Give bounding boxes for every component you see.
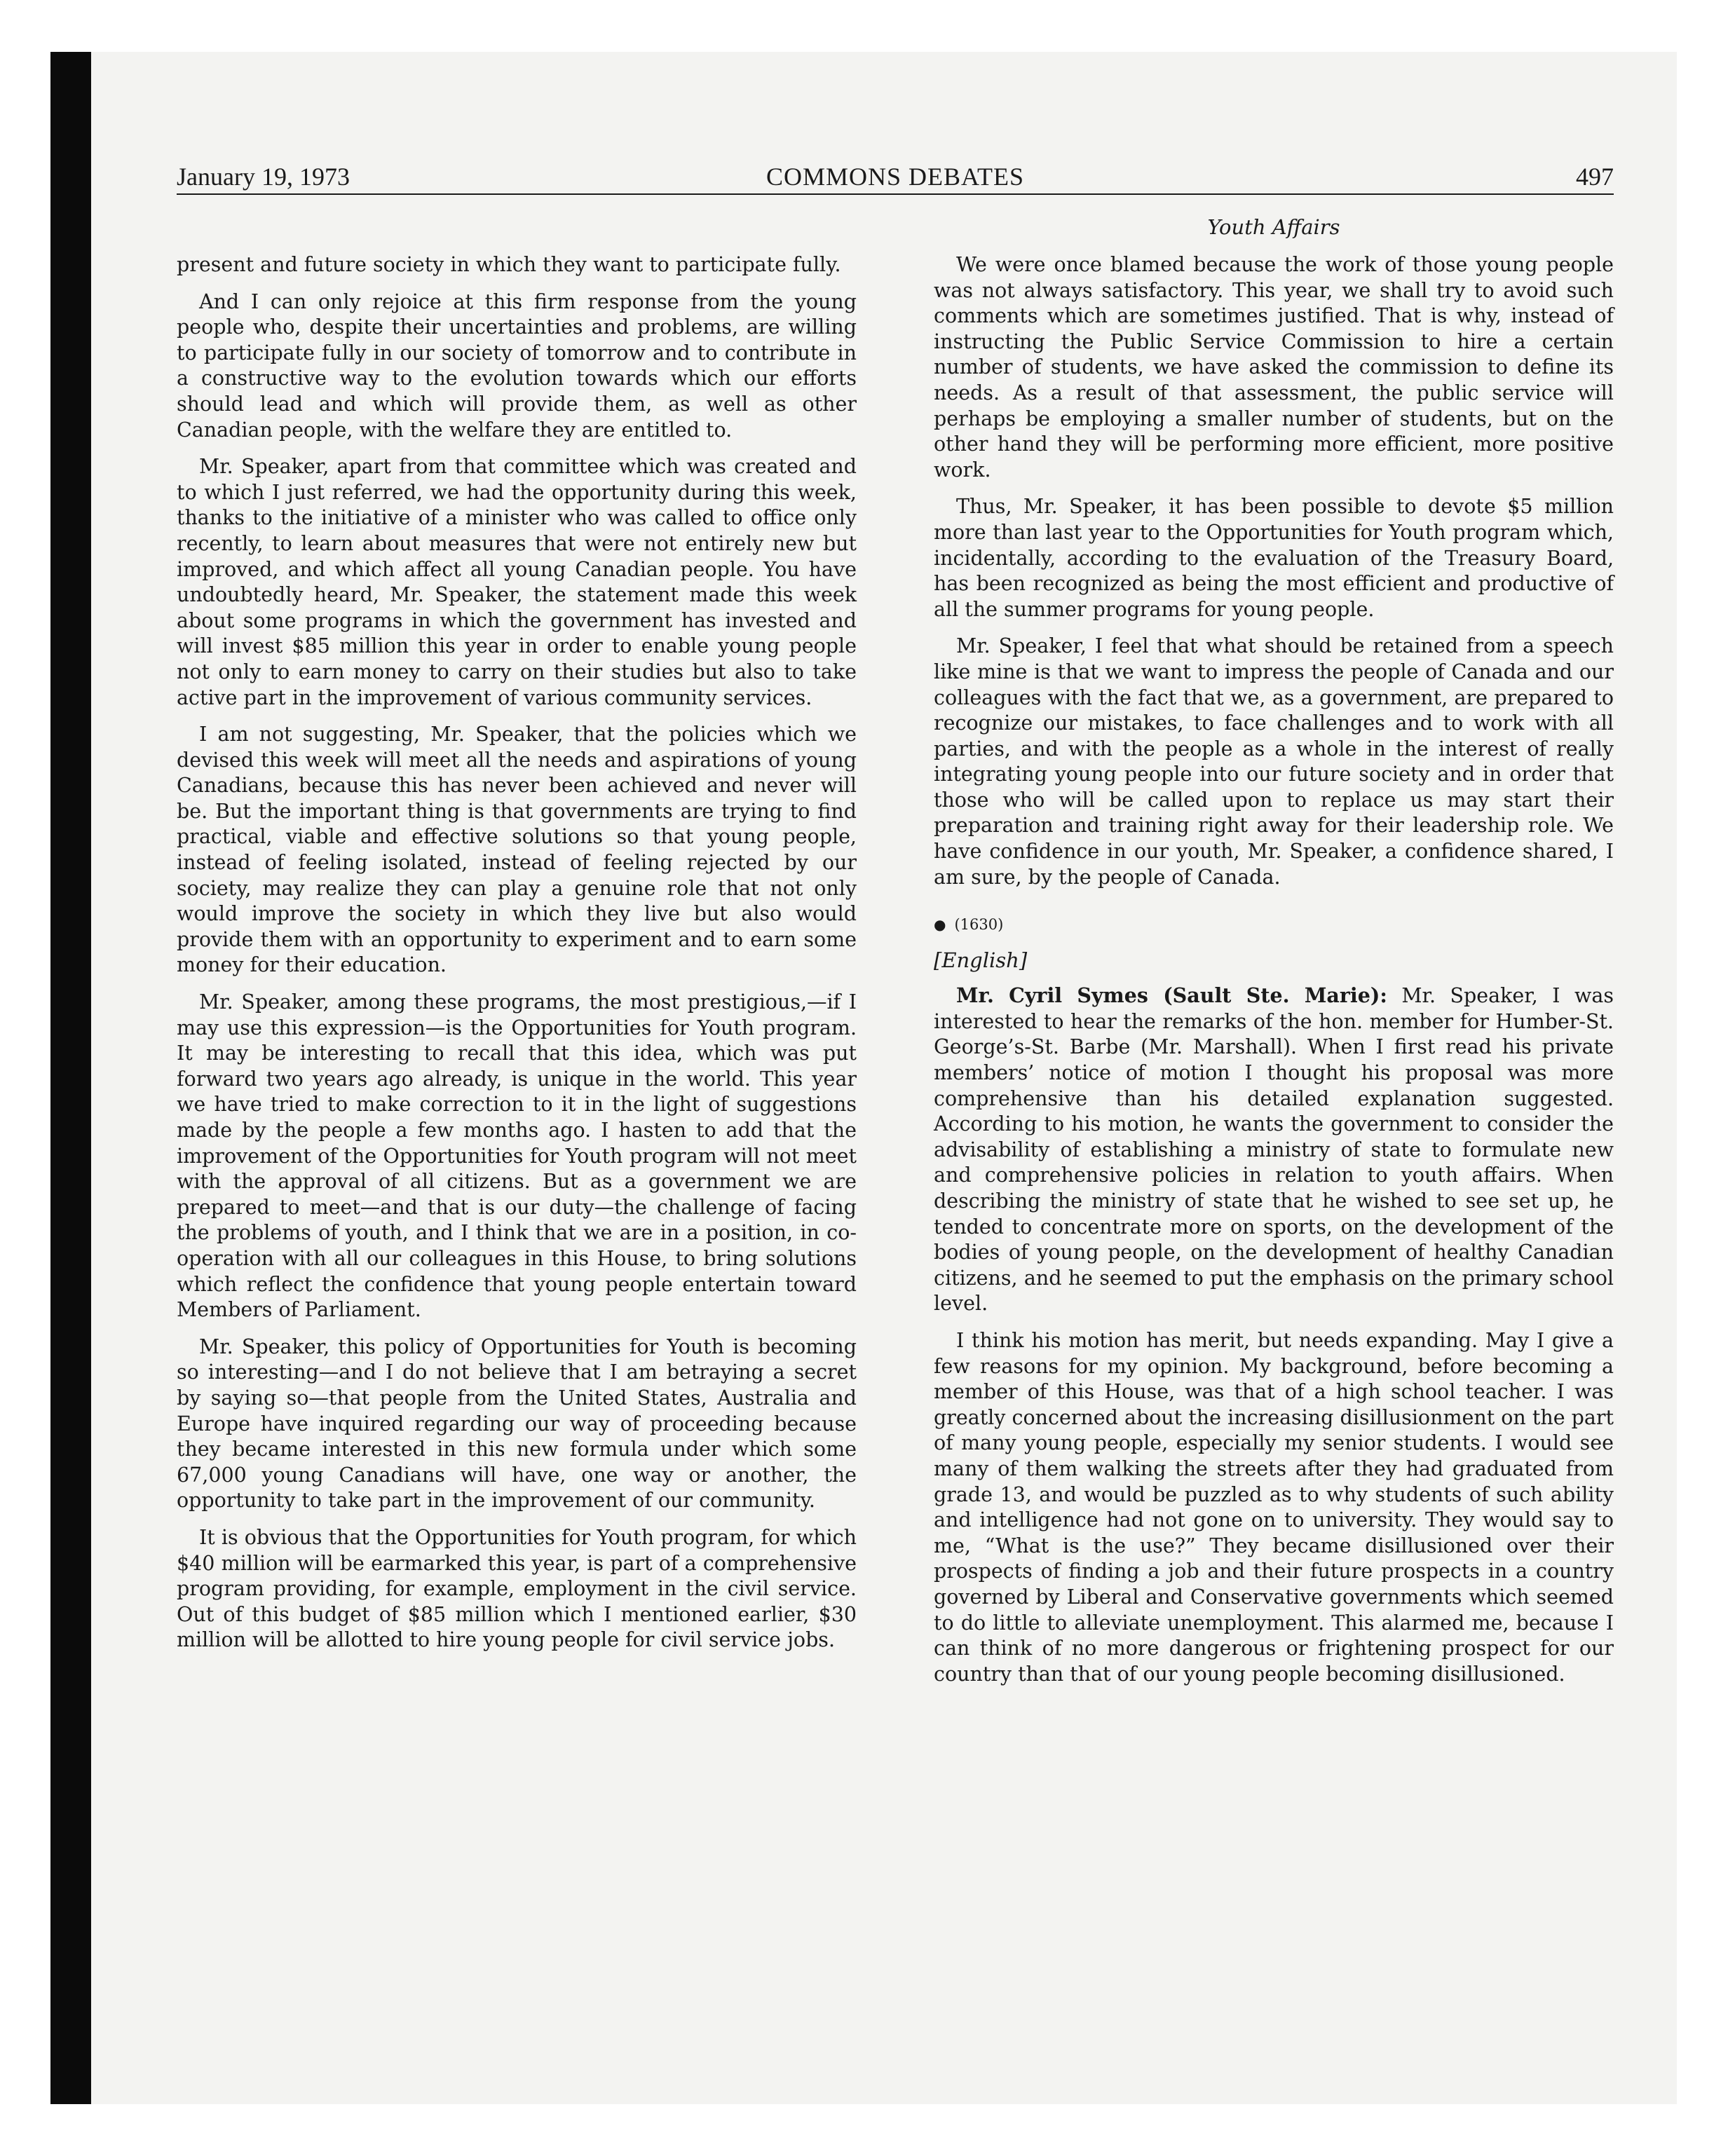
page-number: 497 [1576,163,1614,191]
paragraph: present and future society in which they want to participate fully. [177,253,841,276]
binding-edge [50,52,91,2104]
header-title: COMMONS DEBATES [766,163,1025,191]
section-heading: Youth Affairs [1207,215,1340,239]
speaker-speech: Mr. Speaker, I was interested to hear the remarks of the hon. member for Humber-St. George’s-St. Barbe (Mr. Marshall). When I first read his private members’ notice of motion I thought his proposal was more comprehensive than his detailed explanation suggested. According to his motion, he wants the government to consider the advisability of establishing a ministry of state to formulate new and comprehensive policies in relation to youth affairs. When describing the ministry of state that he wished to see set up, he tended to concentrate more on sports, on the development of the bodies of young people, on the development of healthy Canadian citizens, and he seemed to put the emphasis on the primary school level. [934,984,1614,1316]
speaker-paragraph [934,983,1614,1317]
paragraph: And I can only rejoice at this firm response from the young people who, despite their uncertainties and problems, are willing to participate fully in our society of tomorrow and to contribute in a constructive way to the evolution towards which our efforts should lead and which will provide them, as well as other Canadian people, with the welfare they are entitled to. [177,289,857,442]
time-marker-text: (1630) [954,916,1004,934]
paragraph: Mr. Speaker, I feel that what should be retained from a speech like mine is that we want to impress the people of Canada and our colleagues with the fact that we, as a government, are prepared to recognize our mistakes, to face challenges and to work with all parties, and with the people as a whole in the interest of really integrating young people into our future society and in order that those who will be called upon to replace us may start their preparation and training right away for their leadership role. We have confidence in our youth, Mr. Speaker, a confidence shared, I am sure, by the people of Canada. [934,634,1614,889]
right-column [934,252,1614,1698]
header-date: January 19, 1973 [177,163,350,191]
paragraph: I am not suggesting, Mr. Speaker, that the policies which we devised this week will meet all the needs and aspirations of young Canadians, because this has never been achieved and never will be. But the important thing is that governments are trying to find practical, viable and effective solutions so that young people, instead of feeling isolated, instead of feeling rejected by our society, may realize they can play a genuine role that not only would improve the society in which they live but also would provide them with an opportunity to experiment and to earn some money for their education. [177,723,857,977]
time-marker [934,914,1614,935]
bullet-icon: ● [934,916,946,934]
paragraph: Mr. Speaker, apart from that committee which was created and to which I just referred, we had the opportunity during this week, thanks to the initiative of a minister who was called to office only recently, to learn about measures that were not entirely new but improved, and which affect all young Canadian people. You have undoubtedly heard, Mr. Speaker, the statement made this week about some programs in which the government has invested and will invest $85 million this year in order to enable young people not only to earn money to carry on their studies but also to take active part in the improvement of various community services. [177,455,857,709]
language-marker: [English] [934,948,1028,973]
page [177,163,1614,1915]
paragraph: Mr. Speaker, this policy of Opportunities for Youth is becoming so interesting—and I do not believe that I am betraying a secret by saying so—that people from the United States, Australia and Europe have inquired regarding our way of proceeding because they became interested in this new formula under which some 67,000 young Canadians will have, one way or another, the opportunity to take part in the improvement of our community. [177,1335,857,1513]
paragraph: Thus, Mr. Speaker, it has been possible to devote $5 million more than last year to the Opportunities for Youth program which, incidentally, according to the evaluation of the Treasury Board, has been recognized as being the most efficient and productive of all the summer programs for young people. [934,495,1614,621]
paragraph: I think his motion has merit, but needs expanding. May I give a few reasons for my opinion. My background, before becoming a member of this House, was that of a high school teacher. I was greatly concerned about the increasing disillusionment on the part of many young people, especially my senior students. I would see many of them walking the streets after they had graduated from grade 13, and would be puzzled as to why students of such ability and intelligence had not gone on to university. They would say to me, “What is the use?” They became disillusioned over their prospects of finding a job and their future prospects in a country governed by Liberal and Conservative governments which seemed to do little to alleviate unemployment. This alarmed me, because I can think of no more dangerous or frightening prospect for our country than that of our young people becoming disillusioned. [934,1328,1614,1686]
paragraph: We were once blamed because the work of those young people was not always satisfactory. This year, we shall try to avoid such comments which are sometimes justified. That is why, instead of instructing the Public Service Commission to hire a certain number of students, we have asked the commission to define its needs. As a result of that assessment, the public service will perhaps be employing a smaller number of students, but on the other hand they will be performing more efficient, more positive work. [934,253,1614,482]
speaker-name: Mr. Cyril Symes (Sault Ste. Marie): [956,983,1387,1008]
left-column [177,252,857,1665]
running-header [177,163,1614,195]
paragraph: It is obvious that the Opportunities for Youth program, for which $40 million will be earmarked this year, is part of a comprehensive program providing, for example, employment in the civil service. Out of this budget of $85 million which I mentioned earlier, $30 million will be allotted to hire young people for civil service jobs. [177,1525,857,1652]
paragraph: Mr. Speaker, among these programs, the most prestigious,—if I may use this expression—is the Opportunities for Youth program. It may be interesting to recall that this idea, which was put forward two years ago already, is unique in the world. This year we have tried to make correction to it in the light of suggestions made by the people a few months ago. I hasten to add that the improvement of the Opportunities for Youth program will not meet with the approval of all citizens. But as a government we are prepared to meet—and that is our duty—the challenge of facing the problems of youth, and I think that we are in a position, in co-operation with all our colleagues in this House, to bring solutions which reflect the confidence that young people entertain toward Members of Parliament. [177,990,857,1322]
